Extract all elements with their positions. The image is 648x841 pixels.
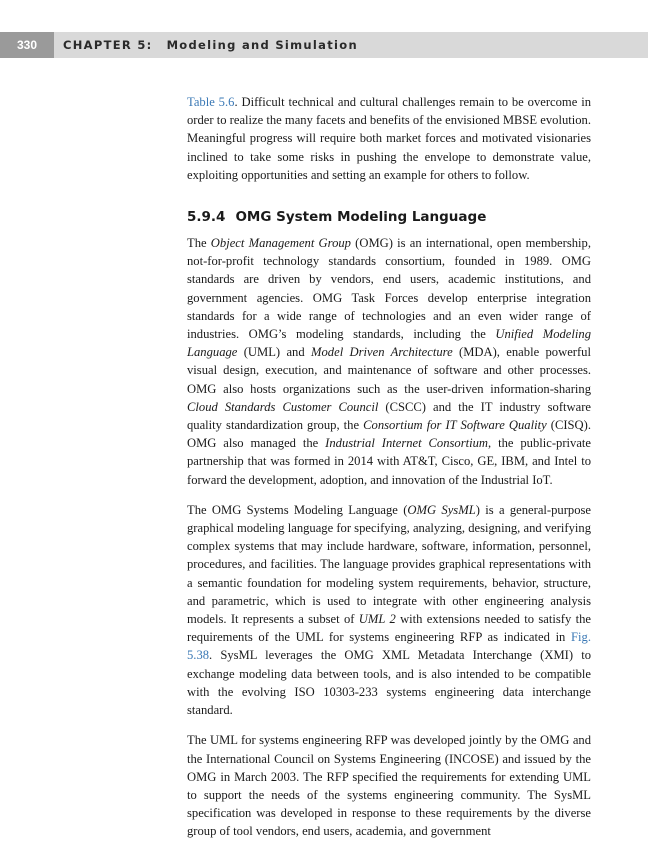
chapter-heading xyxy=(63,32,358,58)
running-header xyxy=(0,32,648,58)
body-text xyxy=(187,93,591,841)
figure-reference-link[interactable]: Fig. 5.38 xyxy=(187,630,591,663)
section-title: OMG System Modeling Language xyxy=(235,209,487,226)
table-reference-link[interactable]: Table 5.6 xyxy=(187,95,235,109)
sysml-paragraph: The OMG Systems Modeling Language (OMG SysML) is a general-purpose graphical modeling language for specifying, analyzing, designing, and verifying complex systems that may include hardware, software, information, personnel, procedures, and facilities. The language provides graphical representations with a semantic foundation for modeling system requirements, behavior, structure, and parametric, which is used to integrate with other engineering analysis models. It represents a subset of UML 2 with extensions needed to satisfy the requirements of the UML for systems engineering RFP as indicated in Fig. 5.38. SysML leverages the OMG XML Metadata Interchange (XMI) to exchange modeling data between tools, and is also intended to be compatible with the evolving ISO 10303-233 systems engineering data interchange standard. xyxy=(187,502,591,718)
chapter-label: CHAPTER 5: xyxy=(63,38,153,52)
chapter-title: Modeling and Simulation xyxy=(166,38,358,52)
page-number: 330 xyxy=(0,32,54,58)
section-heading xyxy=(187,208,591,226)
intro-paragraph: Table 5.6. Difficult technical and cultural challenges remain to be overcome in order to realize the many facets and benefits of the envisioned MBSE evolution. Meaningful progress will require both market forces and motivated visionaries inclined to take some risks in pushing the envelope to demonstrate value, exploiting opportunities and setting an example for others to follow. xyxy=(187,95,592,182)
rfp-paragraph: The UML for systems engineering RFP was developed jointly by the OMG and the International Council on Systems Engineering (INCOSE) and issued by the OMG in March 2003. The RFP specified the requirements for extending UML to support the needs of the systems engineering community. The SysML specification was developed in response to these requirements by the diverse group of tool vendors, end users, academia, and government xyxy=(187,733,591,839)
section-number: 5.9.4 xyxy=(187,209,226,226)
omg-paragraph: The Object Management Group (OMG) is an international, open membership, not-for-profit technology standards consortium, founded in 1989. OMG standards are driven by vendors, end users, academic institutions, and government agencies. OMG Task Forces develop enterprise integration standards for a wide range of technologies and an even wider range of industries. OMG’s modeling standards, including the Unified Modeling Language (UML) and Model Driven Architecture (MDA), enable powerful visual design, execution, and maintenance of software and other processes. OMG also hosts organizations such as the user-driven information-sharing Cloud Standards Customer Council (CSCC) and the IT industry software quality standardization group, the Consortium for IT Software Quality (CISQ). OMG also managed the Industrial Internet Consortium, the public-private partnership that was formed in 2014 with AT&T, Cisco, GE, IBM, and Intel to forward the development, adoption, and innovation of the Industrial IoT. xyxy=(187,236,592,487)
